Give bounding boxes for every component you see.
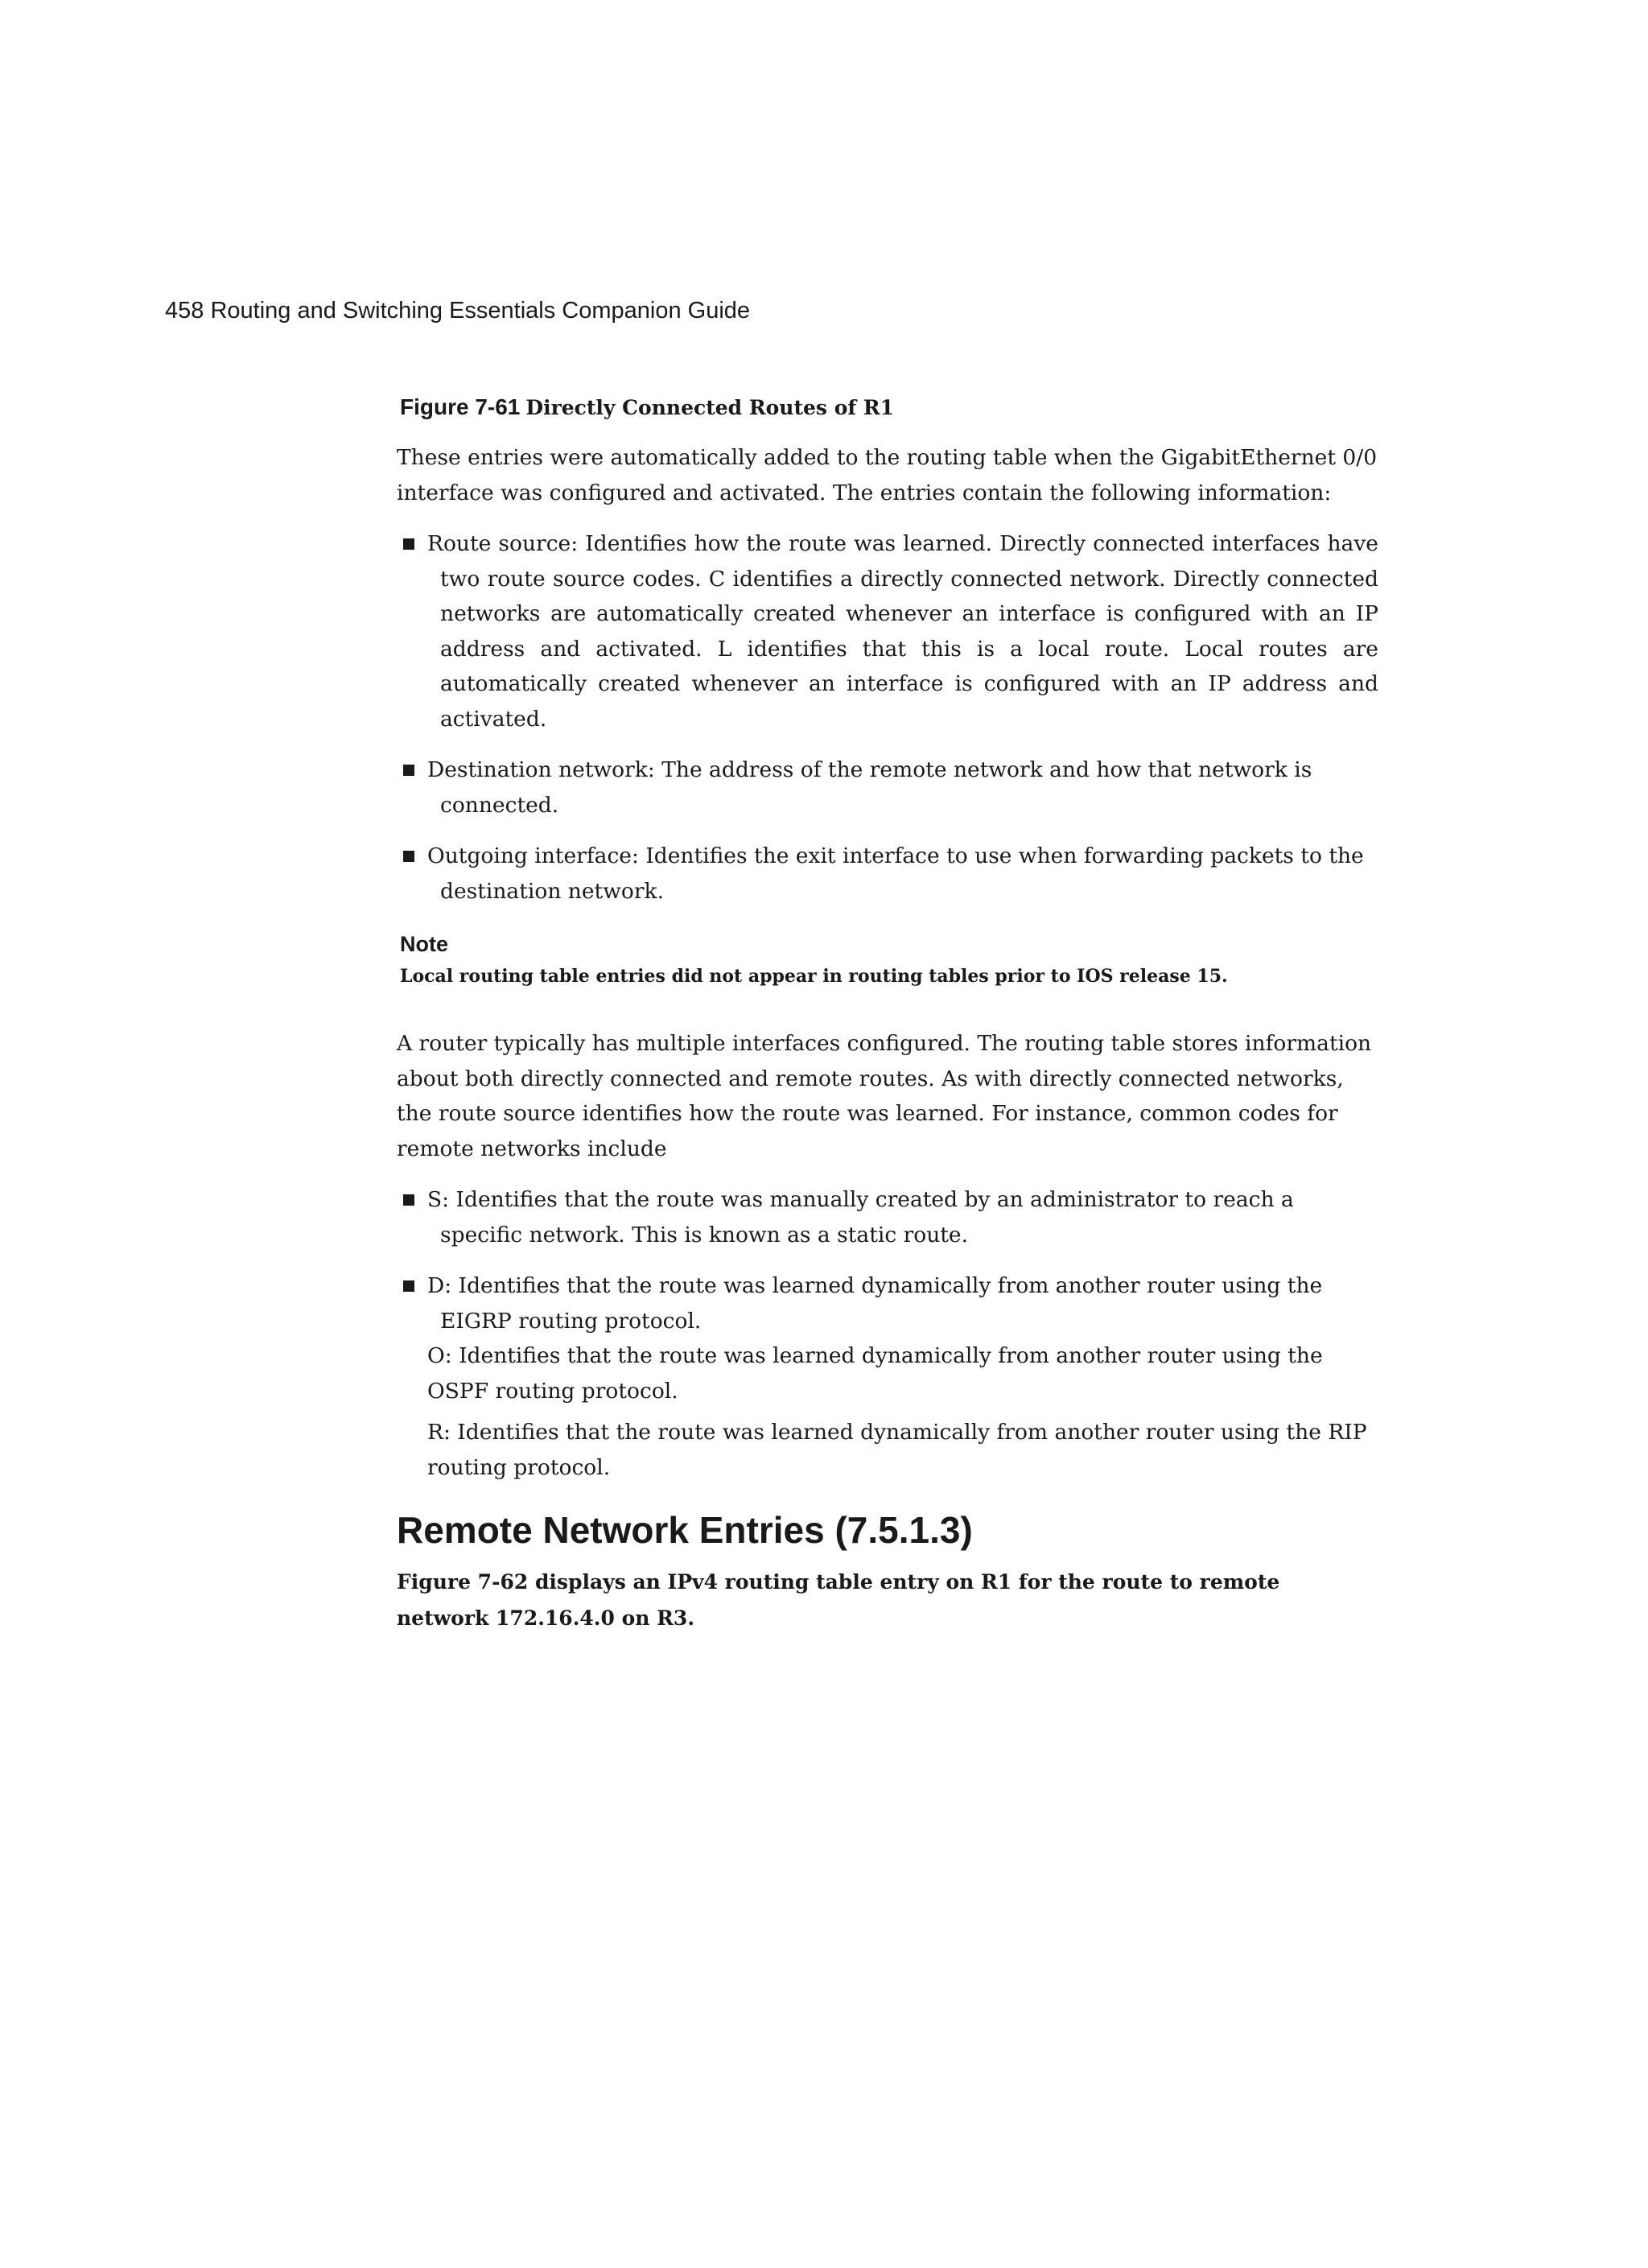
page-content	[397, 393, 1378, 1636]
code-d-text: D: Identifies that the route was learned dynamically from another router using the EIGRP routing protocol.	[427, 1273, 1323, 1334]
figure-caption	[400, 393, 1378, 423]
bullet-square-icon	[403, 1280, 414, 1292]
code-s-text: S: Identifies that the route was manually created by an administrator to reach a specific network. This is known as a static route.	[427, 1187, 1294, 1247]
list-item	[397, 839, 1378, 909]
note-text: Local routing table entries did not appear in routing tables prior to IOS release 15.	[400, 966, 1228, 987]
section-heading: Remote Network Entries (7.5.1.3)	[397, 1509, 973, 1551]
list-item	[397, 526, 1378, 736]
list-item	[397, 753, 1378, 823]
bullet-text: Outgoing interface: Identifies the exit interface to use when forwarding packets to the destination network.	[427, 843, 1364, 904]
section-paragraph: Figure 7-62 displays an IPv4 routing table entry on R1 for the route to remote network 172.16.4.0 on R3.	[397, 1570, 1280, 1630]
running-header: 458 Routing and Switching Essentials Companion Guide	[165, 298, 751, 324]
code-r-text: R: Identifies that the route was learned dynamically from another router using the RIP routing protocol.	[427, 1420, 1367, 1480]
code-o-text: O: Identifies that the route was learned dynamically from another router using the OSPF routing protocol.	[427, 1343, 1323, 1404]
figure-label: Figure 7-61	[400, 394, 521, 419]
bullet-square-icon	[403, 851, 414, 862]
list-item	[397, 1182, 1378, 1252]
intro-paragraph: These entries were automatically added to the routing table when the GigabitEthernet 0/0 interface was configured and activated. The entries contain the following information:	[397, 445, 1378, 505]
bullet-square-icon	[403, 538, 414, 550]
note-label: Note	[400, 932, 448, 956]
bullet-text: Route source: Identifies how the route was learned. Directly connected interfaces have two route source codes. C identifies a directly connected network. Directly connected networks are automatically created whenever an interface is configured with an IP address and activated. L identifies that this is a local route. Local routes are automatically created whenever an interface is configured with an IP address and activated.	[427, 531, 1378, 732]
route-codes-list	[397, 1182, 1378, 1485]
remote-routes-paragraph: A router typically has multiple interfaces configured. The routing table stores information about both directly connected and remote routes. As with directly connected networks, the route source identifies how the route was learned. For instance, common codes for remote networks include	[397, 1031, 1372, 1161]
bullet-square-icon	[403, 1194, 414, 1206]
figure-title: Directly Connected Routes of R1	[525, 396, 894, 419]
route-info-list	[397, 526, 1378, 909]
list-item	[397, 1268, 1378, 1485]
bullet-text: Destination network: The address of the remote network and how that network is connected.	[427, 757, 1312, 818]
bullet-square-icon	[403, 765, 414, 776]
